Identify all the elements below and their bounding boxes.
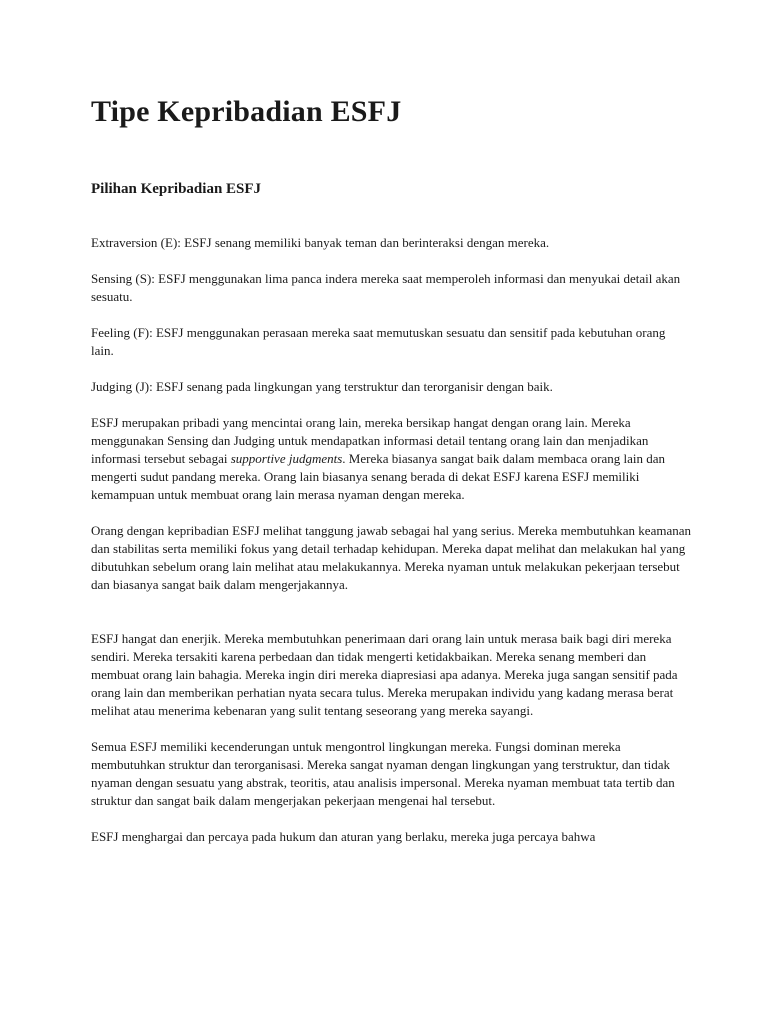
paragraph-text: ESFJ merupakan pribadi yang mencintai orang lain, mereka bersikap hangat dengan orang lain. Mereka menggunakan Sensing dan Judging untuk mendapatkan informasi detail tentang orang lain dan menjadikan informasi tersebut sebagai <box>91 415 649 466</box>
section-heading: Pilihan Kepribadian ESFJ <box>91 181 262 197</box>
paragraph-rules: ESFJ menghargai dan percaya pada hukum dan aturan yang berlaku, mereka juga percaya bahwa <box>91 829 596 844</box>
paragraph-warmth: ESFJ hangat dan enerjik. Mereka membutuhkan penerimaan dari orang lain untuk merasa baik bagi diri mereka sendiri. Mereka tersakiti karena perbedaan dan tidak mengerti ketidakbaikan. Mereka senang memberi dan membuat orang lain bahagia. Mereka ingin diri mereka diapresiasi apa adanya. Mereka juga sangan sensitif pada orang lain dan memberikan perhatian nyata secara tulus. Mereka merupakan individu yang kadang merasa berat melihat atau menerima kebenaran yang sulit tentang seseorang yang mereka sayangi. <box>91 631 678 718</box>
paragraph-responsibility: Orang dengan kepribadian ESFJ melihat tanggung jawab sebagai hal yang serius. Mereka membutuhkan keamanan dan stabilitas serta memiliki fokus yang detail terhadap kehidupan. Mereka dapat melihat dan melakukan hal yang dibutuhkan sebelum orang lain melihat atau melakukannya. Mereka nyaman untuk melakukan pekerjaan tersebut dan biasanya sangat baik dalam mengerjakannya. <box>91 523 691 592</box>
paragraph-control: Semua ESFJ memiliki kecenderungan untuk mengontrol lingkungan mereka. Fungsi dominan mereka membutuhkan struktur dan terorganisasi. Mereka sangat nyaman dengan lingkungan yang terstruktur, dan tidak nyaman dengan sesuatu yang abstrak, teoritis, atau analisis impersonal. Mereka nyaman membuat tata tertib dan struktur dan sangat baik dalam mengerjakan pekerjaan mengenai hal tersebut. <box>91 739 675 808</box>
emphasis-text: supportive judgments <box>230 451 343 466</box>
page-title: Tipe Kepribadian ESFJ <box>91 95 402 128</box>
paragraph-esfj-overview <box>91 414 691 504</box>
trait-feeling: Feeling (F): ESFJ menggunakan perasaan mereka saat memutuskan sesuatu dan sensitif pada kebutuhan orang lain. <box>91 325 666 358</box>
paragraph-text: . Mereka biasanya sangat baik dalam membaca orang lain dan mengerti sudut pandang mereka. Orang lain biasanya senang berada di dekat ESFJ karena ESFJ memiliki kemampuan untuk membuat orang lain merasa nyaman dengan mereka. <box>91 451 665 502</box>
trait-sensing: Sensing (S): ESFJ menggunakan lima panca indera mereka saat memperoleh informasi dan menyukai detail akan sesuatu. <box>91 271 681 304</box>
trait-judging: Judging (J): ESFJ senang pada lingkungan yang terstruktur dan terorganisir dengan baik. <box>91 379 553 394</box>
document-page <box>91 94 691 846</box>
trait-extraversion: Extraversion (E): ESFJ senang memiliki banyak teman dan berinteraksi dengan mereka. <box>91 235 550 250</box>
